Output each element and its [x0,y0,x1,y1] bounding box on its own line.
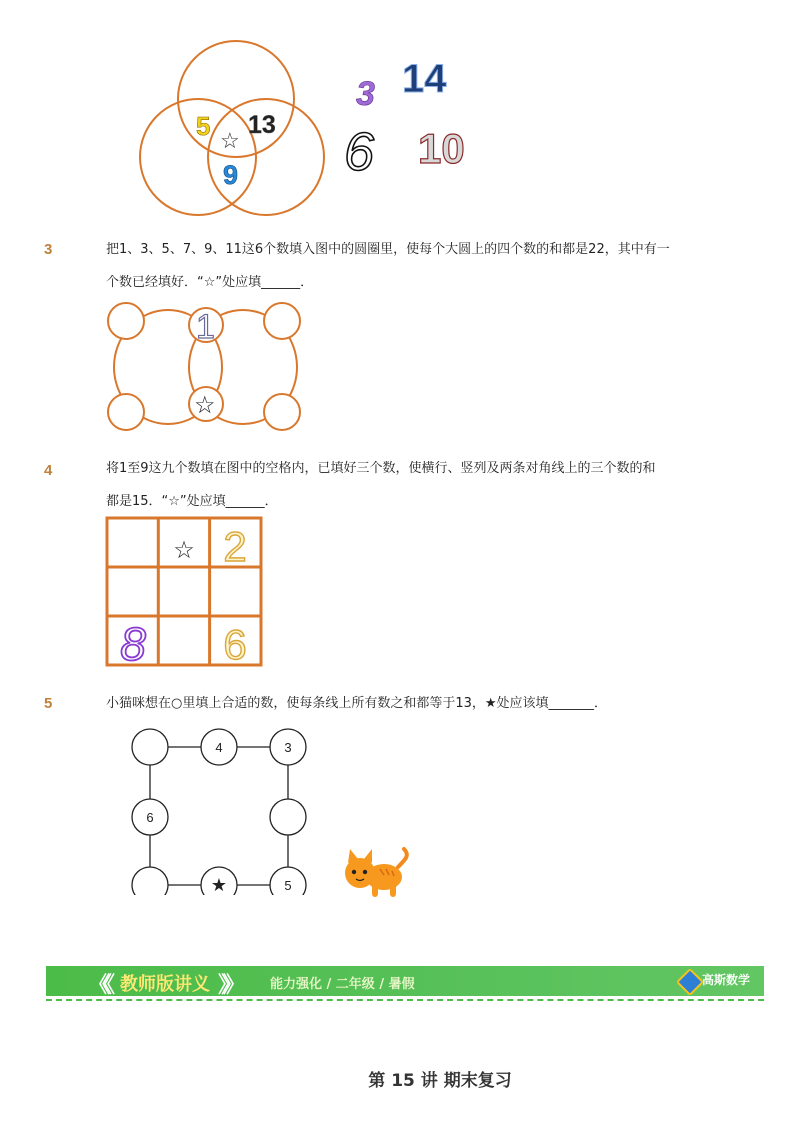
small-circle [108,394,144,430]
logo-icon [676,968,704,996]
question-text-line: 把1、3、5、7、9、11这6个数填入图中的圆圈里，使每个大圆上的四个数的和都是22，其中有一 [106,242,670,257]
question-text-line: 小猫咪想在○里填上合适的数，使每条线上所有数之和都等于13，★处应该填_______． [106,696,608,711]
grid-cell: 8 [120,618,146,667]
question-number: 5 [44,695,53,712]
right-chevrons: 》》 [218,973,240,998]
venn-star: ☆ [220,128,240,153]
banner-divider [46,999,764,1001]
question-text-line: 个数已经填好．“☆”处应填______． [106,275,314,290]
grid-cell: ☆ [173,537,195,564]
node-circle [132,867,168,895]
decorative-numbers [340,50,480,180]
question-text-line: 将1至9这九个数填在图中的空格内，已填好三个数，使横行、竖列及两条对角线上的三个数的和 [106,461,656,476]
number-square-figure [125,725,315,895]
deco-number-14: 14 [402,57,447,101]
node-circle [270,799,306,835]
small-circle [264,394,300,430]
node-value: 5 [284,878,292,893]
question-number: 3 [44,241,53,258]
deco-number-3: 3 [356,75,375,113]
grid-cell: 6 [223,621,247,667]
venn-number-5: 5 [196,111,211,141]
left-chevrons: 《《 [88,973,110,998]
deco-number-10: 10 [418,125,465,172]
cat-illustration [340,845,412,900]
small-circle [108,303,144,339]
venn-circles-figure [130,35,340,220]
node-circle [132,729,168,765]
question-number: 4 [44,462,53,479]
q3-circle-figure [100,300,310,435]
venn-number-9: 9 [223,160,239,190]
magic-square-grid [105,516,263,667]
given-number-1: 1 [196,308,215,346]
brand-logo-text: 高斯数学 [702,973,751,987]
node-value: 4 [215,740,223,755]
banner-subtitle: 能力强化 / 二年级 / 暑假 [270,977,415,992]
node-value: 3 [284,740,292,755]
question-text-line: 都是15．“☆”处应填______． [106,494,278,509]
deco-number-6: 6 [344,122,375,180]
small-circle [264,303,300,339]
node-value: ★ [210,875,228,895]
venn-number-13: 13 [248,111,276,139]
lecture-banner [46,966,764,996]
page-title: 第 15 讲 期末复习 [368,1071,512,1091]
node-value: 6 [146,810,154,825]
star-symbol: ☆ [194,392,216,419]
banner-title: 教师版讲义 [120,974,210,995]
grid-cell: 2 [223,523,247,570]
